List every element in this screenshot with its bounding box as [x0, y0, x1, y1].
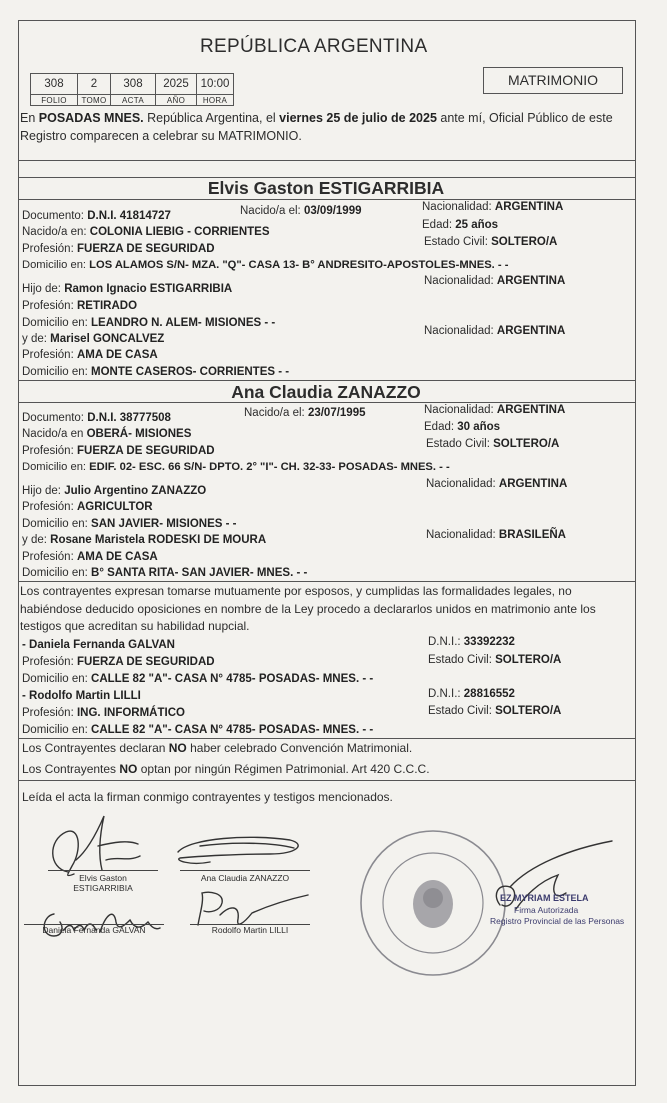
groom-signature-line: [48, 870, 158, 871]
bride-birthplace: Nacido/a en OBERÁ- MISIONES: [22, 428, 192, 440]
intro-text: En: [20, 111, 39, 125]
witness2-civil-status: Estado Civil: SOLTERO/A: [428, 705, 562, 717]
witness2-dni: D.N.I.: 28816552: [428, 688, 515, 700]
witness1-profession: Profesión: FUERZA DE SEGURIDAD: [22, 656, 215, 668]
groom-birthplace: Nacido/a en: COLONIA LIEBIG - CORRIENTES: [22, 226, 270, 238]
witness2-profession: Profesión: ING. INFORMÁTICO: [22, 707, 185, 719]
closing-statement: Leída el acta la firman conmigo contrayentes y testigos mencionados.: [22, 790, 393, 804]
groom-mother-nationality: Nacionalidad: ARGENTINA: [424, 325, 566, 337]
witness1-name: - Daniela Fernanda GALVAN: [22, 639, 175, 651]
groom-civil-status: Estado Civil: SOLTERO/A: [424, 236, 558, 248]
groom-profession: Profesión: FUERZA DE SEGURIDAD: [22, 243, 215, 255]
groom-father-profession: Profesión: RETIRADO: [22, 300, 138, 312]
bride-nationality: Nacionalidad: ARGENTINA: [424, 404, 566, 416]
bride-mother-nationality: Nacionalidad: BRASILEÑA: [426, 529, 566, 541]
bride-signature: [170, 830, 310, 875]
groom-father: Hijo de: Ramon Ignacio ESTIGARRIBIA: [22, 283, 233, 295]
witness1-signature-caption: Daniela Fernanda GALVAN: [42, 925, 146, 935]
bride-profession: Profesión: FUERZA DE SEGURIDAD: [22, 445, 215, 457]
regime-statement: Los Contrayentes NO optan por ningún Régimen Patrimonial. Art 420 C.C.C.: [22, 762, 430, 776]
divider: [18, 380, 636, 381]
bride-mother-address: Domicilio en: B° SANTA RITA- SAN JAVIER- MNES. - -: [22, 567, 308, 579]
witness1-address: Domicilio en: CALLE 82 "A"- CASA N° 4785- POSADAS- MNES. - -: [22, 673, 374, 685]
folio-value: 308: [31, 74, 78, 95]
bride-mother: y de: Rosane Maristela RODESKI DE MOURA: [22, 534, 267, 546]
bride-documento: Documento: D.N.I. 38777508: [22, 412, 171, 424]
intro-paragraph: [20, 109, 632, 145]
divider: [18, 402, 636, 403]
groom-father-nationality: Nacionalidad: ARGENTINA: [424, 275, 566, 287]
document-title: REPÚBLICA ARGENTINA: [200, 36, 428, 57]
tomo-value: 2: [78, 74, 111, 95]
intro-place: POSADAS MNES.: [38, 111, 144, 125]
groom-father-address: Domicilio en: LEANDRO N. ALEM- MISIONES - -: [22, 317, 276, 329]
bride-civil-status: Estado Civil: SOLTERO/A: [426, 438, 560, 450]
witness2-address: Domicilio en: CALLE 82 "A"- CASA N° 4785- POSADAS- MNES. - -: [22, 724, 374, 736]
divider: [18, 780, 636, 781]
witness2-signature: [180, 885, 320, 945]
divider: [18, 199, 636, 200]
witness1-dni: D.N.I.: 33392232: [428, 636, 515, 648]
convention-statement: Los Contrayentes declaran NO haber celebrado Convención Matrimonial.: [22, 741, 413, 755]
intro-text: ante mí, Oficial Público de este Registro comparecen a celebrar su MATRIMONIO.: [20, 111, 613, 143]
groom-signature-caption: Elvis Gaston ESTIGARRIBIA: [73, 873, 133, 893]
bride-father: Hijo de: Julio Argentino ZANAZZO: [22, 485, 207, 497]
intro-text: República Argentina, el: [143, 111, 280, 125]
witness1-civil-status: Estado Civil: SOLTERO/A: [428, 654, 562, 666]
bride-name: Ana Claudia ZANAZZO: [231, 382, 421, 402]
divider: [18, 738, 636, 739]
folio-label: FOLIO: [31, 95, 78, 106]
bride-address: Domicilio en: EDIF. 02- ESC. 66 S/N- DPTO. 2° "I"- CH. 32-33- POSADAS- MNES. - -: [22, 461, 450, 473]
bride-birthdate: Nacido/a el: 23/07/1995: [244, 407, 366, 419]
groom-name: Elvis Gaston ESTIGARRIBIA: [207, 178, 445, 198]
acta-label: ACTA: [111, 95, 156, 106]
groom-mother-address: Domicilio en: MONTE CASEROS- CORRIENTES - -: [22, 366, 290, 378]
acta-value: 308: [111, 74, 156, 95]
bride-signature-caption: Ana Claudia ZANAZZO: [200, 873, 290, 883]
official-name: EZ MYRIAM ESTELA: [500, 893, 589, 903]
groom-address: Domicilio en: LOS ALAMOS S/N- MZA. "Q"- CASA 13- B° ANDRESITO-APOSTOLES-MNES. - -: [22, 259, 509, 271]
official-role: Firma Autorizada: [514, 905, 579, 915]
groom-birthdate: Nacido/a el: 03/09/1999: [240, 205, 362, 217]
groom-documento: Documento: D.N.I. 41814727: [22, 210, 171, 222]
divider: [18, 581, 636, 582]
bride-father-address: Domicilio en: SAN JAVIER- MISIONES - -: [22, 518, 237, 530]
document-type-box: MATRIMONIO: [483, 67, 623, 94]
bride-father-profession: Profesión: AGRICULTOR: [22, 501, 153, 513]
anio-value: 2025: [156, 74, 197, 95]
hora-label: HORA: [197, 95, 234, 106]
registry-table: [30, 73, 234, 106]
groom-mother: y de: Marisel GONCALVEZ: [22, 333, 165, 345]
bride-age: Edad: 30 años: [424, 421, 501, 433]
tomo-label: TOMO: [78, 95, 111, 106]
declaration-paragraph: Los contrayentes expresan tomarse mutuamente por esposos, y cumplidas las formalidades legales, no habiéndose deducido oposiciones en nombre de la Ley procedo a declararlos unidos en matrimonio ante los testigos que acreditan su habilidad nupcial.: [20, 584, 596, 633]
anio-label: AÑO: [156, 95, 197, 106]
witness2-name: - Rodolfo Martin LILLI: [22, 690, 141, 702]
official-office: Registro Provincial de las Personas: [490, 916, 625, 926]
bride-father-nationality: Nacionalidad: ARGENTINA: [426, 478, 568, 490]
groom-nationality: Nacionalidad: ARGENTINA: [422, 201, 564, 213]
bride-signature-line: [180, 870, 310, 871]
hora-value: 10:00: [197, 74, 234, 95]
groom-mother-profession: Profesión: AMA DE CASA: [22, 349, 158, 361]
groom-age: Edad: 25 años: [422, 219, 499, 231]
intro-date: viernes 25 de julio de 2025: [279, 111, 437, 125]
bride-mother-profession: Profesión: AMA DE CASA: [22, 551, 158, 563]
witness2-signature-caption: Rodolfo Martin LILLI: [211, 925, 289, 935]
divider: [18, 160, 636, 161]
